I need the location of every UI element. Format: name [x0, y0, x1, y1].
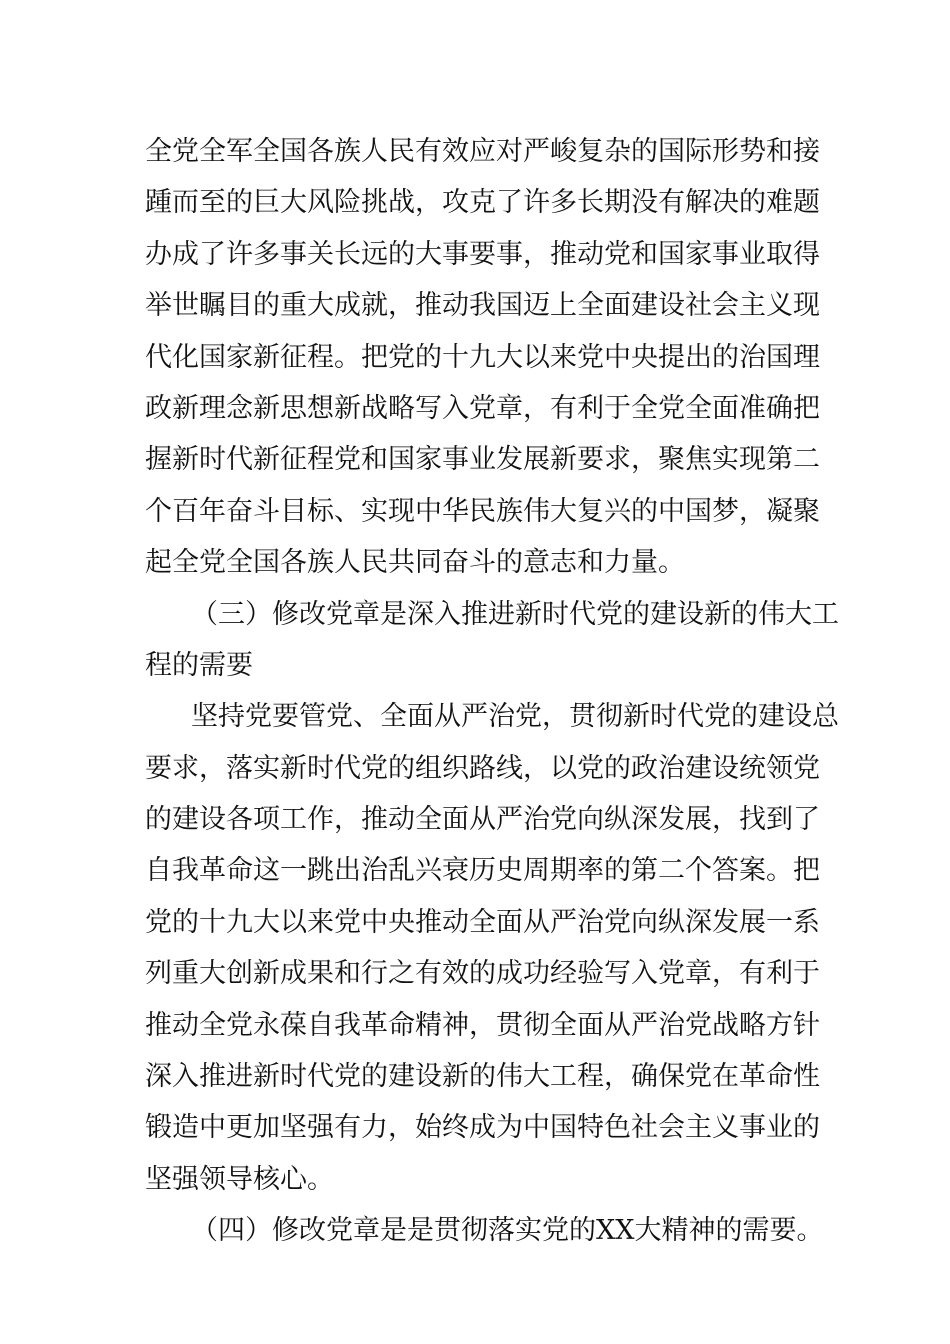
text-line: 要求，落实新时代党的组织路线，以党的政治建设统领党	[145, 752, 820, 784]
text-line: 深入推进新时代党的建设新的伟大工程，确保党在革命性	[145, 1061, 820, 1093]
text-line: 锻造中更加坚强有力，始终成为中国特色社会主义事业的	[145, 1112, 820, 1144]
text-line: 政新理念新思想新战略写入党章，有利于全党全面准确把	[145, 392, 820, 424]
text-line: 举世瞩目的重大成就，推动我国迈上全面建设社会主义现	[145, 290, 820, 322]
text-line: 握新时代新征程党和国家事业发展新要求，聚焦实现第二	[145, 444, 820, 476]
document-body	[145, 126, 839, 1257]
text-line: 全党全军全国各族人民有效应对严峻复杂的国际形势和接	[145, 136, 820, 167]
text-line: 的建设各项工作，推动全面从严治党向纵深发展，找到了	[145, 804, 820, 836]
paragraph-start: 坚持党要管党、全面从严治党，贯彻新时代党的建设总	[191, 701, 839, 733]
section-heading-4: （四）修改党章是是贯彻落实党的XX大精神的需要。	[191, 1215, 824, 1247]
text-line: 办成了许多事关长远的大事要事，推动党和国家事业取得	[145, 238, 820, 270]
text-line: 推动全党永葆自我革命精神，贯彻全面从严治党战略方针	[145, 1009, 820, 1041]
text-line: 列重大创新成果和行之有效的成功经验写入党章，有利于	[145, 958, 820, 990]
text-line: 党的十九大以来党中央推动全面从严治党向纵深发展一系	[145, 906, 820, 938]
section-heading-3: （三）修改党章是深入推进新时代党的建设新的伟大工	[191, 598, 839, 630]
text-line: 个百年奋斗目标、实现中华民族伟大复兴的中国梦，凝聚	[145, 495, 820, 527]
text-line: 自我革命这一跳出治乱兴衰历史周期率的第二个答案。把	[145, 855, 820, 887]
text-line: 踵而至的巨大风险挑战，攻克了许多长期没有解决的难题	[145, 187, 820, 219]
text-line: 起全党全国各族人民共同奋斗的意志和力量。	[145, 547, 685, 579]
text-line: 坚强领导核心。	[145, 1163, 334, 1195]
section-heading-3-cont: 程的需要	[145, 649, 253, 681]
text-line: 代化国家新征程。把党的十九大以来党中央提出的治国理	[145, 341, 820, 373]
